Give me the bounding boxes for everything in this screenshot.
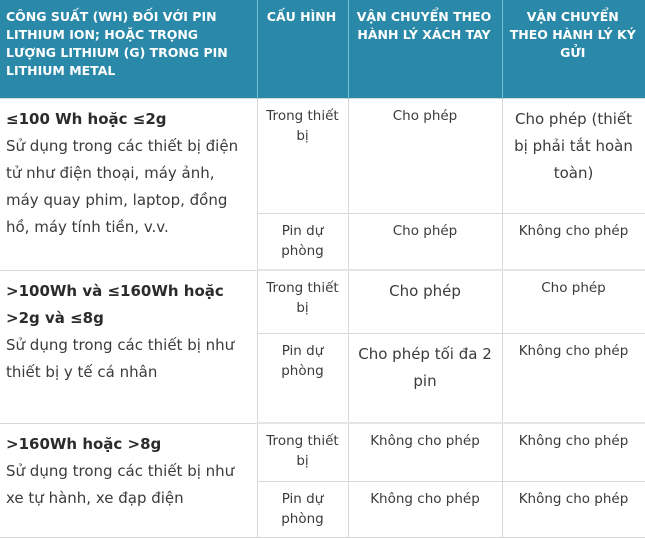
- checked-cell: Không cho phép: [502, 423, 645, 481]
- checked-cell: Cho phép: [502, 270, 645, 333]
- header-checked-baggage: VẬN CHUYỂN THEO HÀNH LÝ KÝ GỬI: [502, 0, 645, 98]
- category-title: ≤100 Wh hoặc ≤2g: [6, 109, 167, 128]
- config-cell: Trong thiết bị: [257, 423, 348, 481]
- carry-on-cell: Không cho phép: [348, 481, 502, 537]
- carry-on-cell: Cho phép: [348, 213, 502, 270]
- carry-on-cell: Cho phép: [348, 98, 502, 213]
- table-header-row: [0, 0, 645, 98]
- category-title: >100Wh và ≤160Wh hoặc >2g và ≤8g: [6, 281, 224, 327]
- category-cell: [0, 270, 257, 423]
- category-cell: [0, 423, 257, 537]
- header-capacity: CÔNG SUẤT (WH) ĐỐI VỚI PIN LITHIUM ION; HOẶC TRỌNG LƯỢNG LITHIUM (G) TRONG PIN LITHIUM METAL: [0, 0, 257, 98]
- header-configuration: CẤU HÌNH: [257, 0, 348, 98]
- category-description: Sử dụng trong các thiết bị điện tử như điện thoại, máy ảnh, máy quay phim, laptop, đồng hồ, máy tính tiền, v.v.: [6, 136, 239, 236]
- config-cell: Trong thiết bị: [257, 270, 348, 333]
- carry-on-cell: Cho phép: [348, 270, 502, 333]
- config-cell: Pin dự phòng: [257, 481, 348, 537]
- config-cell: Pin dự phòng: [257, 213, 348, 270]
- checked-cell: Không cho phép: [502, 481, 645, 537]
- checked-cell: Không cho phép: [502, 333, 645, 423]
- header-carry-on: VẬN CHUYỂN THEO HÀNH LÝ XÁCH TAY: [348, 0, 502, 98]
- config-cell: Trong thiết bị: [257, 98, 348, 213]
- config-cell: Pin dự phòng: [257, 333, 348, 423]
- category-title: >160Wh hoặc >8g: [6, 434, 162, 453]
- category-description: Sử dụng trong các thiết bị như thiết bị y tế cá nhân: [6, 335, 235, 381]
- carry-on-cell: Không cho phép: [348, 423, 502, 481]
- category-cell: [0, 98, 257, 270]
- carry-on-cell: Cho phép tối đa 2 pin: [348, 333, 502, 423]
- table-row: [0, 423, 645, 481]
- table-row: [0, 270, 645, 333]
- checked-cell: Không cho phép: [502, 213, 645, 270]
- checked-cell: Cho phép (thiết bị phải tắt hoàn toàn): [502, 98, 645, 213]
- category-description: Sử dụng trong các thiết bị như xe tự hành, xe đạp điện: [6, 461, 235, 507]
- table-row: [0, 98, 645, 213]
